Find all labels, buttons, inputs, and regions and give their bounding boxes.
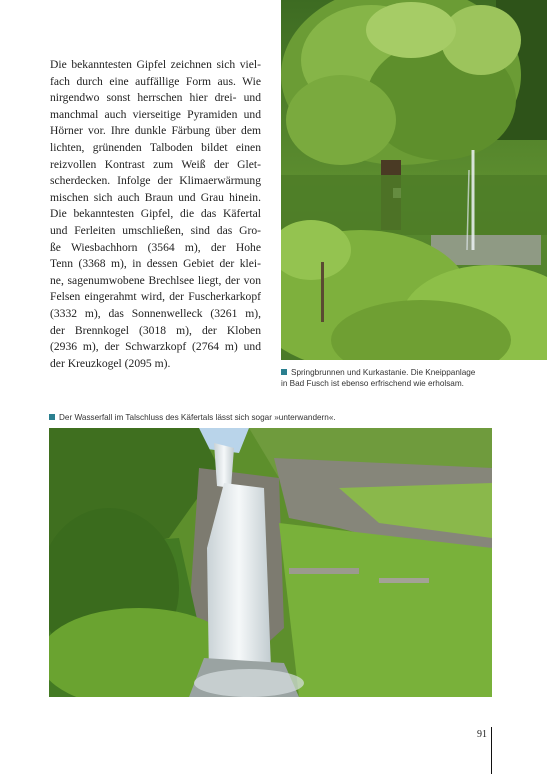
body-line: reizvollen Kontrast zum Weiß der Glet-: [50, 157, 261, 171]
body-line: lichten, grünenden Talboden bildet einen: [50, 140, 261, 154]
waterfall-photo: [49, 428, 492, 697]
body-line: (3332 m), das Sonnenwelleck (3261 m),: [50, 306, 261, 320]
waterfall-caption: [49, 412, 489, 423]
chestnut-caption: [281, 367, 511, 389]
caption-text: Der Wasserfall im Talschluss des Käfertals lässt sich sogar »unterwandern«.: [59, 413, 336, 422]
body-line: und Ferleiten umschließen, sind das Gro-: [50, 223, 261, 237]
page-number: 91: [477, 729, 487, 740]
page-number-rule: [491, 727, 492, 774]
body-line: manchmal auch vierseitige Pyramiden und: [50, 107, 261, 121]
caption-line: Springbrunnen und Kurkastanie. Die Kneippanlage: [291, 368, 476, 377]
body-line: fach durch eine auffällige Form aus. Wie: [50, 74, 261, 88]
body-line: scherdecken. Infolge der Klimaerwärmung: [50, 174, 261, 188]
body-line: Hörner vor. Ihre dunkle Färbung über dem: [50, 124, 261, 138]
body-line: Tenn (3368 m), in dessen Gebiet der klei-: [50, 257, 261, 271]
body-line: der Kreuzkogel (2095 m).: [50, 356, 171, 370]
caption-line: in Bad Fusch ist ebenso erfrischend wie erholsam.: [281, 379, 464, 388]
body-line: ne, sagenumwobene Brechlsee liegt, der von: [50, 273, 261, 287]
chestnut-fountain-photo: [281, 0, 547, 360]
caption-marker: [281, 369, 287, 375]
body-line: Die bekanntesten Gipfel, die das Käfertal: [50, 207, 261, 221]
body-line: Felsen eingerahmt wird, der Fuscherkarkopf: [50, 290, 261, 304]
body-line: Die bekanntesten Gipfel zeichnen sich viel-: [50, 58, 261, 71]
body-line: nirgendwo sonst herrschen hier drei- und: [50, 91, 261, 105]
body-line: (2936 m), der Schwarzkopf (2764 m) und: [50, 340, 261, 354]
caption-marker: [49, 414, 55, 420]
body-line: mischen sich auch Braun und Grau hinein.: [50, 190, 261, 204]
body-line: der Brennkogel (3018 m), der Kloben: [50, 323, 261, 337]
body-line: ße Wiesbachhorn (3564 m), der Hohe: [50, 240, 261, 254]
body-text: [50, 57, 261, 372]
